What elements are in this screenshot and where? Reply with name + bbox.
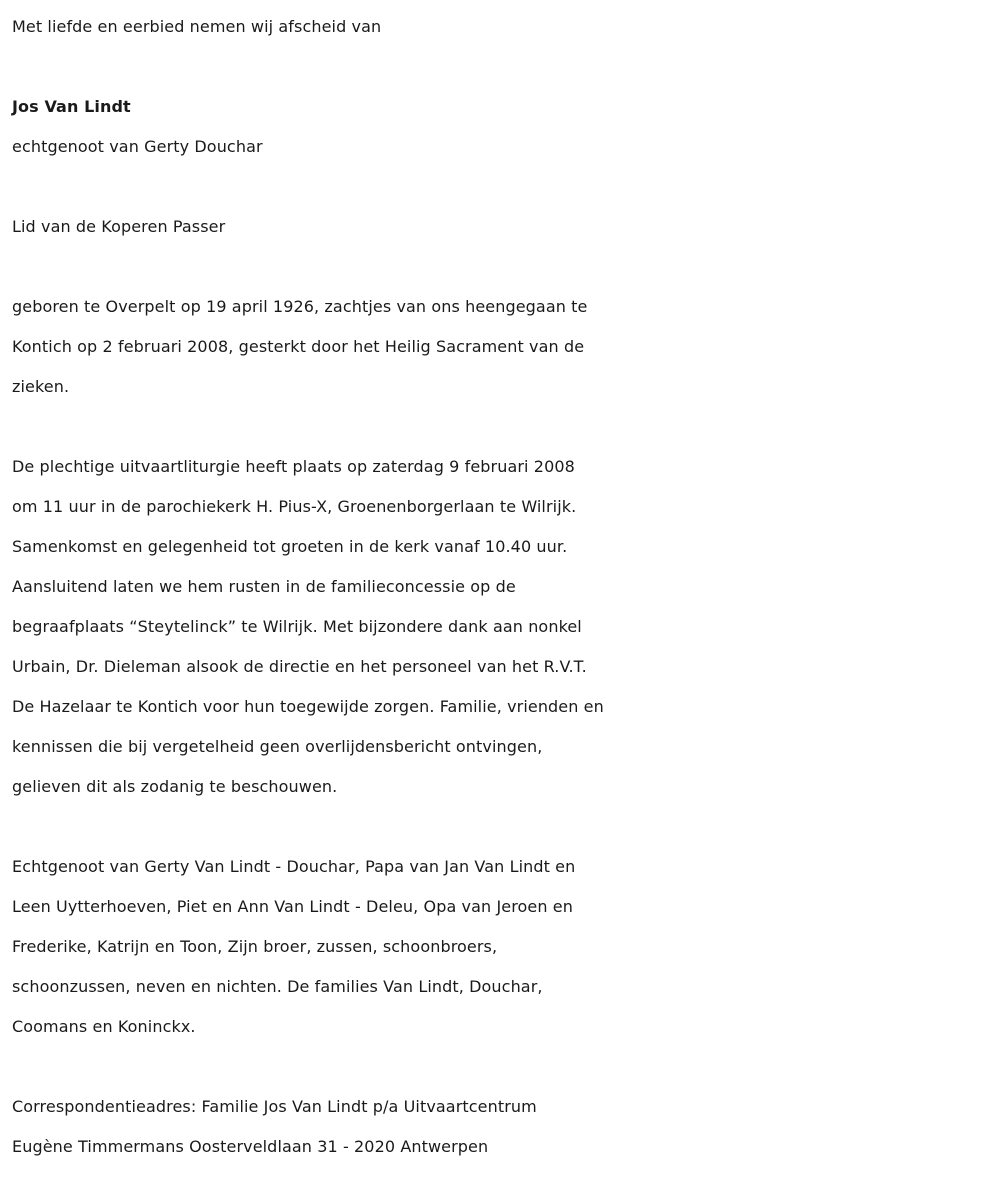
obituary-document: [12, 7, 992, 1167]
spouse-line: echtgenoot van Gerty Douchar: [12, 137, 263, 156]
paragraph-line: Samenkomst en gelegenheid tot groeten in de kerk vanaf 10.40 uur.: [12, 537, 568, 556]
paragraph-line: zieken.: [12, 377, 70, 396]
paragraph-line: kennissen die bij vergetelheid geen overlijdensbericht ontvingen,: [12, 737, 543, 756]
paragraph-line: Leen Uytterhoeven, Piet en Ann Van Lindt - Deleu, Opa van Jeroen en: [12, 897, 573, 916]
paragraph-line: gelieven dit als zodanig te beschouwen.: [12, 777, 338, 796]
paragraph-line: geboren te Overpelt op 19 april 1926, zachtjes van ons heengegaan te: [12, 297, 588, 316]
paragraph-line: Eugène Timmermans Oosterveldlaan 31 - 2020 Antwerpen: [12, 1137, 489, 1156]
spacer: [12, 807, 992, 847]
paragraph-line: Aansluitend laten we hem rusten in de familieconcessie op de: [12, 577, 516, 596]
paragraph-line: om 11 uur in de parochiekerk H. Pius-X, Groenenborgerlaan te Wilrijk.: [12, 497, 577, 516]
spacer: [12, 167, 992, 207]
spacer: [12, 247, 992, 287]
intro-text: Met liefde en eerbied nemen wij afscheid van: [12, 17, 382, 36]
paragraph-line: begraafplaats “Steytelinck” te Wilrijk. Met bijzondere dank aan nonkel: [12, 617, 582, 636]
spacer: [12, 407, 992, 447]
paragraph-line: De plechtige uitvaartliturgie heeft plaats op zaterdag 9 februari 2008: [12, 457, 575, 476]
paragraph-line: Coomans en Koninckx.: [12, 1017, 196, 1036]
funeral-paragraph: [12, 447, 992, 807]
paragraph-line: Correspondentieadres: Familie Jos Van Lindt p/a Uitvaartcentrum: [12, 1097, 537, 1116]
paragraph-line: Frederike, Katrijn en Toon, Zijn broer, zussen, schoonbroers,: [12, 937, 498, 956]
spacer: [12, 1047, 992, 1087]
paragraph-line: Echtgenoot van Gerty Van Lindt - Douchar, Papa van Jan Van Lindt en: [12, 857, 576, 876]
paragraph-line: De Hazelaar te Kontich voor hun toegewijde zorgen. Familie, vrienden en: [12, 697, 604, 716]
paragraph-line: Kontich op 2 februari 2008, gesterkt door het Heilig Sacrament van de: [12, 337, 585, 356]
membership-line: Lid van de Koperen Passer: [12, 217, 226, 236]
correspondence-paragraph: [12, 1087, 992, 1167]
deceased-name: Jos Van Lindt: [12, 97, 131, 116]
family-paragraph: [12, 847, 992, 1047]
spacer: [12, 47, 992, 87]
paragraph-line: schoonzussen, neven en nichten. De families Van Lindt, Douchar,: [12, 977, 543, 996]
birth-death-paragraph: [12, 287, 992, 407]
paragraph-line: Urbain, Dr. Dieleman alsook de directie en het personeel van het R.V.T.: [12, 657, 587, 676]
